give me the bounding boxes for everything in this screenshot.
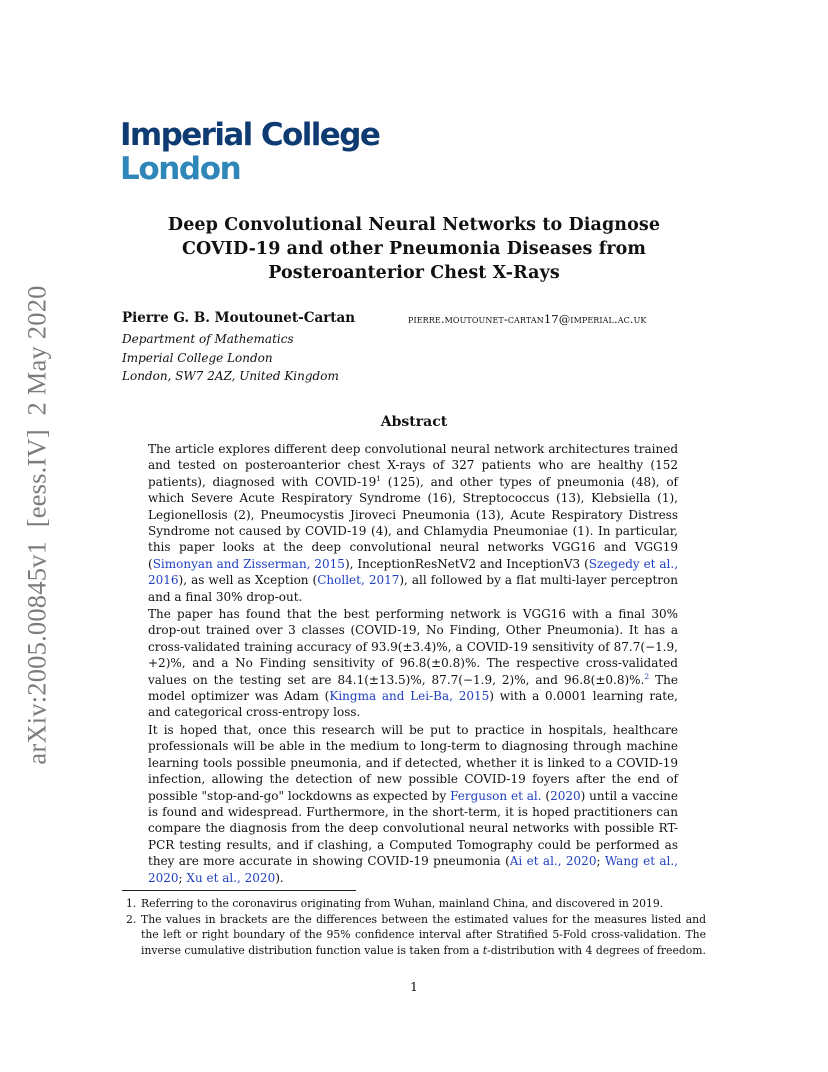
imperial-logo-line1: Imperial College bbox=[120, 117, 380, 153]
page-number: 1 bbox=[410, 979, 418, 994]
text-run: The article explores different deep convolutional neural network architectures trained and tested on posteroanterior chest X-rays of 327 patients who are healthy (152 patients), diagnosed with COVID-19 bbox=[148, 442, 678, 489]
affiliation-department: Department of Mathematics bbox=[122, 332, 294, 346]
arxiv-sidebar bbox=[18, 282, 56, 768]
text-run: ; bbox=[178, 870, 187, 885]
citation-kingma-2015[interactable]: Kingma and Lei-Ba, 2015 bbox=[329, 689, 490, 704]
citation-xu-2020[interactable]: Xu et al., 2020 bbox=[186, 870, 276, 885]
citation-simonyan-2015[interactable]: Simonyan and Zisserman, 2015 bbox=[152, 556, 345, 571]
text-run: (125), and other types of pneumonia (48), of which Severe Acute Respiratory Syndrome (16), Streptococcus (13), Klebsiella (1), Legionellosis (2), Pneumocystis Jiroveci Pneumonia (13), Acute Respiratory Distress Syndrome not caused by COVID-19 (4), and Chlamydia Pneumoniae (1). In particular, this paper looks at the deep convolutional neural networks VGG16 and VGG19 ( bbox=[148, 474, 678, 571]
footnote-1 bbox=[122, 896, 706, 912]
paper-title bbox=[130, 213, 698, 285]
author-email[interactable]: pierre.moutounet-cartan17@imperial.ac.uk bbox=[408, 312, 647, 326]
footnote-text: Referring to the coronavirus originating from Wuhan, mainland China, and discovered in 2019. bbox=[141, 897, 664, 910]
text-run: ), all followed by a flat multi-layer perceptron and a final 30% drop-out. bbox=[148, 573, 678, 604]
text-run: ), as well as Xception ( bbox=[178, 573, 318, 588]
footnote-text-italic: t bbox=[482, 943, 488, 957]
footnote-number: 1. bbox=[126, 897, 137, 910]
arxiv-id-stamp: arXiv:2005.00845v1 [eess.IV] 2 May 2020 bbox=[21, 285, 52, 765]
author-name: Pierre G. B. Moutounet-Cartan bbox=[122, 310, 356, 326]
text-run: The model optimizer was Adam ( bbox=[148, 672, 678, 704]
text-run: The paper has found that the best performing network is VGG16 with a final 30% drop-out trained over 3 classes (COVID-19, No Finding, Other Pneumonia). It has a cross-validated training accuracy of 93.9(±3.4)%, a COVID-19 sensitivity of 87.7(−1.9, +2)%, and a No Finding sensitivity of 96.8(±0.8)%. The respective cross-validated values on the testing set are 84.1(±13.5)%, 87.7(−1.9, 2)%, and 96.8(±0.8)%. bbox=[148, 607, 678, 687]
affiliation-address: London, SW7 2AZ, United Kingdom bbox=[122, 369, 339, 383]
footnote-ref-1[interactable]: 1 bbox=[376, 473, 382, 483]
citation-ferguson-2020[interactable]: Ferguson et al. bbox=[450, 788, 542, 803]
text-run: ) with a 0.0001 learning rate, and categorical cross-entropy loss. bbox=[148, 689, 678, 720]
abstract-paragraph-2 bbox=[148, 606, 678, 721]
abstract-paragraph-3 bbox=[148, 722, 678, 886]
text-run: ), InceptionResNetV2 and InceptionV3 ( bbox=[344, 556, 589, 571]
footnote-divider bbox=[122, 890, 356, 891]
text-run: ( bbox=[541, 788, 551, 803]
citation-ai-2020[interactable]: Ai et al., 2020 bbox=[509, 854, 597, 869]
affiliation-institution: Imperial College London bbox=[122, 350, 273, 365]
text-run: ; bbox=[596, 854, 605, 869]
citation-chollet-2017[interactable]: Chollet, 2017 bbox=[317, 573, 400, 588]
footnote-number: 2. bbox=[126, 912, 137, 926]
text-run: It is hoped that, once this research will be put to practice in hospitals, healthcare professionals will be able in the medium to long-term to diagnosing through machine learning tools possible pneumonia, and if detected, whether it is linked to a COVID-19 infection, allowing the detection of new possible COVID-19 foyers after the end of possible "stop-and-go" lockdowns as expected by bbox=[148, 723, 678, 803]
footnote-text: -distribution with 4 degrees of freedom. bbox=[487, 943, 706, 957]
title-line-1: Deep Convolutional Neural Networks to Diagnose bbox=[167, 215, 661, 235]
abstract-heading: Abstract bbox=[380, 414, 448, 430]
abstract-paragraph-1 bbox=[148, 441, 678, 605]
footnote-ref-2[interactable]: 2 bbox=[644, 671, 650, 681]
citation-ferguson-year[interactable]: 2020 bbox=[550, 788, 581, 803]
footnote-2 bbox=[122, 912, 706, 959]
title-line-3: Posteroanterior Chest X-Rays bbox=[268, 263, 560, 283]
text-run: ) until a vaccine is found and widespread. Furthermore, in the short-term, it is hoped practitioners can compare the diagnosis from the deep convolutional neural networks with possible RT-PCR testing results, and if clashing, a Computed Tomography could be performed as they are more accurate in showing COVID-19 pneumonia ( bbox=[148, 788, 678, 869]
footnotes bbox=[122, 896, 706, 958]
text-run: ). bbox=[275, 870, 284, 885]
footnote-text: The values in brackets are the differences between the estimated values for the measures listed and the left or right boundary of the 95% confidence interval after Stratified 5-Fold cross-validation. The inverse cumulative distribution function value is taken from a bbox=[141, 912, 706, 957]
imperial-logo-line2: London bbox=[120, 151, 241, 187]
citation-szegedy-2016[interactable]: Szegedy et al., 2016 bbox=[148, 556, 679, 588]
author-affiliation bbox=[122, 330, 339, 386]
citation-wang-2020[interactable]: Wang et al., 2020 bbox=[148, 854, 679, 885]
title-line-2: COVID-19 and other Pneumonia Diseases from bbox=[181, 239, 647, 259]
